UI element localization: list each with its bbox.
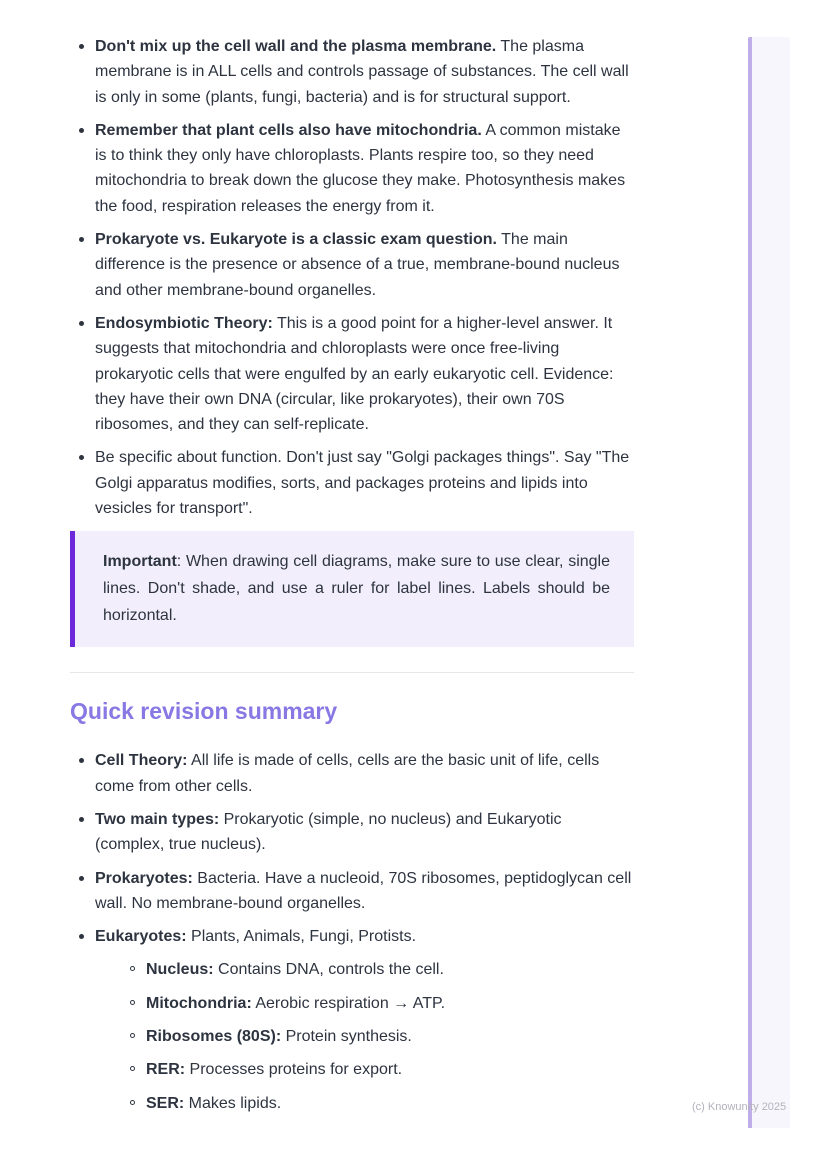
list-item [70, 924, 634, 1116]
list-item [70, 866, 634, 917]
list-item [70, 807, 634, 858]
list-item-lead: Two main types: [95, 810, 220, 828]
bullet-icon [70, 807, 95, 858]
list-item-text [146, 991, 634, 1016]
list-item-body: Plants, Animals, Fungi, Protists. [186, 928, 417, 946]
list-item-lead: Ribosomes (80S): [146, 1028, 282, 1046]
list-item [121, 1091, 634, 1116]
list-item-text [95, 311, 634, 437]
list-item-lead: Prokaryotes: [95, 869, 193, 887]
list-item-body: A common mistake is to think they only have chloroplasts. Plants respire too, so they need mitochondria to break down the glucose they make. Photosynthesis makes the food, respiration releases the energy from it. [95, 121, 626, 215]
circle-bullet-icon [121, 1024, 146, 1049]
list-item [121, 957, 634, 982]
bullet-icon [70, 34, 95, 110]
section-divider [70, 672, 634, 673]
list-item-body: Prokaryotic (simple, no nucleus) and Eukaryotic (complex, true nucleus). [95, 810, 562, 854]
circle-bullet-icon [121, 957, 146, 982]
list-item-body: Processes proteins for export. [185, 1061, 403, 1079]
bullet-icon [70, 311, 95, 437]
list-item-text [95, 34, 634, 110]
list-item [70, 34, 634, 110]
list-item-lead: RER: [146, 1061, 186, 1079]
list-item-text [95, 924, 634, 1116]
bullet-icon [70, 445, 95, 521]
list-item [70, 311, 634, 437]
content-column [70, 34, 634, 1124]
list-item-body: Be specific about function. Don't just say "Golgi packages things". Say "The Golgi apparatus modifies, sorts, and packages proteins and lipids into vesicles for transport". [95, 449, 630, 518]
list-item-text [95, 118, 634, 219]
list-item [121, 991, 634, 1016]
list-item-text [146, 1024, 634, 1049]
list-item-lead: Nucleus: [146, 961, 214, 979]
organelle-sublist [121, 957, 634, 1115]
list-item-body: This is a good point for a higher-level answer. It suggests that mitochondria and chloroplasts were once free-living prokaryotic cells that were engulfed by an early eukaryotic cell. Evidence: they have their own DNA (circular, like prokaryotes), their own 70S ribosomes, and they can self-replicate. [95, 314, 614, 434]
callout-text: : When drawing cell diagrams, make sure to use clear, single lines. Don't shade, and use a ruler for label lines. Labels should be horizontal. [103, 553, 610, 625]
list-item-body: All life is made of cells, cells are the basic unit of life, cells come from other cells. [95, 752, 600, 795]
summary-list [70, 748, 634, 1116]
circle-bullet-icon [121, 1091, 146, 1116]
list-item-lead: Prokaryote vs. Eukaryote is a classic exam question. [95, 231, 497, 249]
list-item-body: The main difference is the presence or absence of a true, membrane-bound nucleus and other membrane-bound organelles. [95, 231, 620, 299]
list-item-body: Contains DNA, controls the cell. [213, 961, 444, 979]
list-item-text [95, 807, 634, 858]
list-item-body: The plasma membrane is in ALL cells and controls passage of substances. The cell wall is only in some (plants, fungi, bacteria) and is for structural support. [95, 38, 629, 106]
list-item-body: Bacteria. Have a nucleoid, 70S ribosomes, peptidoglycan cell wall. No membrane-bound organelles. [95, 869, 632, 912]
circle-bullet-icon [121, 991, 146, 1016]
list-item-body: Aerobic respiration → ATP. [251, 994, 446, 1012]
list-item-text [95, 227, 634, 303]
callout-label: Important [103, 553, 177, 571]
list-item [70, 445, 634, 521]
list-item-lead: Endosymbiotic Theory: [95, 314, 273, 332]
bullet-icon [70, 924, 95, 1116]
list-item-body: Makes lipids. [184, 1094, 282, 1112]
bullet-icon [70, 748, 95, 799]
page-title: Quick revision summary [70, 698, 338, 725]
bullet-icon [70, 866, 95, 917]
list-item-lead: Cell Theory: [95, 752, 188, 770]
list-item [70, 227, 634, 303]
list-item [70, 748, 634, 799]
copyright-watermark: (c) Knowunity 2025 [692, 1101, 787, 1113]
important-callout [70, 531, 634, 647]
bullet-icon [70, 118, 95, 219]
exam-tips-list [70, 34, 634, 521]
list-item-body: Protein synthesis. [281, 1028, 412, 1046]
list-item [121, 1057, 634, 1082]
list-item-text [146, 957, 634, 982]
list-item-lead: Mitochondria: [146, 994, 252, 1012]
list-item-lead: Remember that plant cells also have mitochondria. [95, 121, 482, 139]
next-page-edge [748, 37, 790, 1128]
circle-bullet-icon [121, 1057, 146, 1082]
bullet-icon [70, 227, 95, 303]
list-item-lead: Don't mix up the cell wall and the plasma membrane. [95, 38, 497, 55]
list-item-text [95, 866, 634, 917]
list-item-lead: Eukaryotes: [95, 928, 187, 946]
list-item-text [95, 748, 634, 799]
list-item-text [146, 1057, 634, 1082]
list-item [121, 1024, 634, 1049]
list-item-text [95, 445, 634, 521]
list-item-lead: SER: [146, 1094, 185, 1112]
list-item [70, 118, 634, 219]
list-item-text [146, 1091, 634, 1116]
